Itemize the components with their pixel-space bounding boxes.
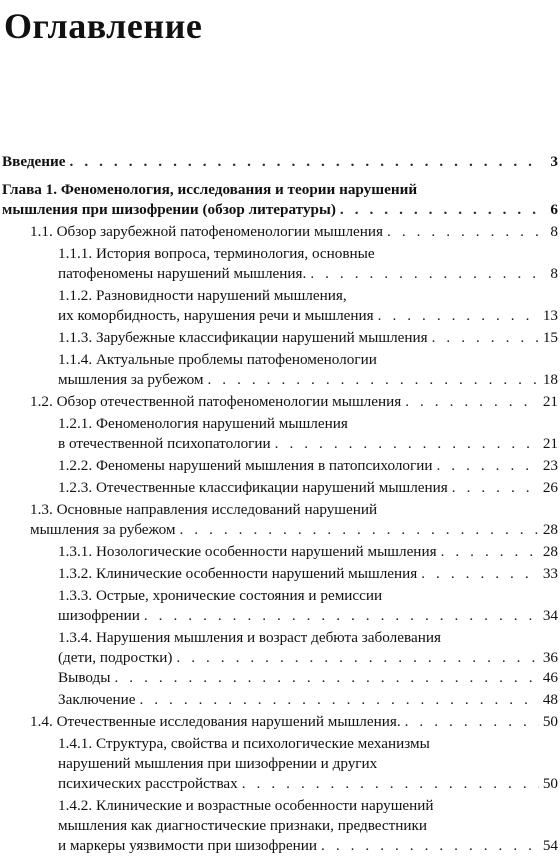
toc-entry-text: мышления за рубежом xyxy=(58,371,204,388)
toc-entry-text: 1.3.1. Нозологические особенности нарушений мышления xyxy=(58,543,437,560)
toc-entry-chapter-1[interactable] xyxy=(0,180,558,220)
leader-dots xyxy=(139,690,538,710)
toc-entry-text: Заключение xyxy=(58,691,136,708)
leader-dots xyxy=(321,836,539,856)
toc-entry-text: 1.2.2. Феномены нарушений мышления в патопсихологии xyxy=(58,457,433,474)
toc-entry-text: 1.2.3. Отечественные классификации нарушений мышления xyxy=(58,479,448,496)
toc-entry-text: Выводы xyxy=(58,669,111,686)
toc-entry-text: 1.3.4. Нарушения мышления и возраст дебюта заболевания xyxy=(58,629,441,646)
toc-entry-section-1-1-3[interactable] xyxy=(0,328,558,348)
toc-page-number: 33 xyxy=(542,565,558,582)
toc-entry-text: 1.4.1. Структура, свойства и психологические механизмы xyxy=(58,735,430,752)
leader-dots xyxy=(144,606,539,626)
toc-entry-section-1-3-1[interactable] xyxy=(0,542,558,562)
toc-page-number: 8 xyxy=(550,265,558,282)
toc-entry-text: 1.3.3. Острые, хронические состояния и ремиссии xyxy=(58,587,383,604)
toc-entry-text: 1.1.4. Актуальные проблемы патофеноменологии xyxy=(58,351,377,368)
toc-entry-text: 1.1.1. История вопроса, терминология, основные xyxy=(58,245,375,262)
toc-entry-section-1-1-1[interactable] xyxy=(0,244,558,284)
toc-entry-summary[interactable] xyxy=(0,690,558,710)
toc-page-number: 6 xyxy=(550,201,558,218)
toc-entry-text: Глава 1. Феноменология, исследования и теории нарушений xyxy=(2,181,418,198)
leader-dots xyxy=(452,478,539,498)
leader-dots xyxy=(441,542,539,562)
toc-entry-section-1-2-1[interactable] xyxy=(0,414,558,454)
leader-dots xyxy=(387,222,540,242)
leader-dots xyxy=(180,520,539,540)
leader-dots xyxy=(432,328,539,348)
leader-dots xyxy=(70,152,540,172)
toc-entry-text: 1.4. Отечественные исследования нарушений мышления. xyxy=(30,713,401,730)
toc-entry-text: 1.1.3. Зарубежные классификации нарушений мышления xyxy=(58,329,428,346)
toc-page-number: 54 xyxy=(542,837,558,854)
toc-entry-section-1-3-3[interactable] xyxy=(0,586,558,626)
toc-entry-text: в отечественной психопатологии xyxy=(58,435,271,452)
toc-page-number: 26 xyxy=(542,479,558,496)
toc-page-number: 18 xyxy=(542,371,558,388)
toc-entry-text: психических расстройствах xyxy=(58,775,238,792)
toc-entry-section-1-2-3[interactable] xyxy=(0,478,558,498)
toc-page-number: 23 xyxy=(542,457,558,474)
toc-entry-section-1-1-4[interactable] xyxy=(0,350,558,390)
toc-page-number: 8 xyxy=(550,223,558,240)
leader-dots xyxy=(378,306,539,326)
toc-entry-text: патофеномены нарушений мышления. xyxy=(58,265,307,282)
toc-entry-text: их коморбидность, нарушения речи и мышления xyxy=(58,307,374,324)
toc-entry-text: 1.2.1. Феноменология нарушений мышления xyxy=(58,415,348,432)
toc-page-number: 50 xyxy=(542,775,558,792)
leader-dots xyxy=(176,648,538,668)
leader-dots xyxy=(115,668,539,688)
toc-page-number: 3 xyxy=(550,153,558,170)
leader-dots xyxy=(242,774,539,794)
leader-dots xyxy=(405,392,539,412)
toc-entry-section-1-3[interactable] xyxy=(0,500,558,540)
toc-page-number: 21 xyxy=(542,393,558,410)
toc-entry-section-1-3-2[interactable] xyxy=(0,564,558,584)
leader-dots xyxy=(421,564,539,584)
toc-entry-section-1-3-4[interactable] xyxy=(0,628,558,668)
toc-entry-section-1-4-1[interactable] xyxy=(0,734,558,794)
table-of-contents xyxy=(0,152,560,856)
toc-entry-text: мышления как диагностические признаки, предвестники xyxy=(58,817,428,834)
toc-entry-text: шизофрении xyxy=(58,607,140,624)
toc-entry-text: 1.3. Основные направления исследований нарушений xyxy=(30,501,378,518)
toc-entry-text: 1.3.2. Клинические особенности нарушений мышления xyxy=(58,565,418,582)
toc-page-number: 15 xyxy=(542,329,558,346)
leader-dots xyxy=(405,712,539,732)
toc-entry-section-1-1-2[interactable] xyxy=(0,286,558,326)
toc-entry-text: мышления за рубежом xyxy=(30,521,176,538)
toc-page-number: 13 xyxy=(542,307,558,324)
toc-entry-text: мышления при шизофрении (обзор литературы) xyxy=(2,201,336,218)
toc-page-number: 48 xyxy=(542,691,558,708)
toc-entry-text: Введение xyxy=(2,153,66,170)
leader-dots xyxy=(208,370,539,390)
toc-page-number: 36 xyxy=(542,649,558,666)
toc-entry-section-1-4[interactable] xyxy=(0,712,558,732)
toc-entry-introduction[interactable] xyxy=(0,152,558,172)
leader-dots xyxy=(437,456,539,476)
toc-entry-text: 1.1.2. Разновидности нарушений мышления, xyxy=(58,287,347,304)
toc-entry-section-1-2-2[interactable] xyxy=(0,456,558,476)
toc-entry-text: 1.4.2. Клинические и возрастные особенности нарушений xyxy=(58,797,434,814)
toc-entry-text: (дети, подростки) xyxy=(58,649,173,666)
toc-page-number: 28 xyxy=(542,543,558,560)
toc-entry-text: нарушений мышления при шизофрении и других xyxy=(58,755,378,772)
toc-page-number: 46 xyxy=(542,669,558,686)
toc-entry-section-1-4-2[interactable] xyxy=(0,796,558,856)
toc-page-number: 34 xyxy=(542,607,558,624)
toc-entry-text: 1.2. Обзор отечественной патофеноменологии мышления xyxy=(30,393,402,410)
leader-dots xyxy=(310,264,540,284)
leader-dots xyxy=(275,434,539,454)
toc-page-number: 21 xyxy=(542,435,558,452)
toc-entry-conclusions[interactable] xyxy=(0,668,558,688)
toc-page-number: 50 xyxy=(542,713,558,730)
page-title: Оглавление xyxy=(4,6,203,46)
toc-entry-section-1-2[interactable] xyxy=(0,392,558,412)
leader-dots xyxy=(340,200,540,220)
toc-page-number: 28 xyxy=(542,521,558,538)
toc-entry-text: 1.1. Обзор зарубежной патофеноменологии мышления xyxy=(30,223,384,240)
toc-entry-text: и маркеры уязвимости при шизофрении xyxy=(58,837,318,854)
toc-entry-section-1-1[interactable] xyxy=(0,222,558,242)
